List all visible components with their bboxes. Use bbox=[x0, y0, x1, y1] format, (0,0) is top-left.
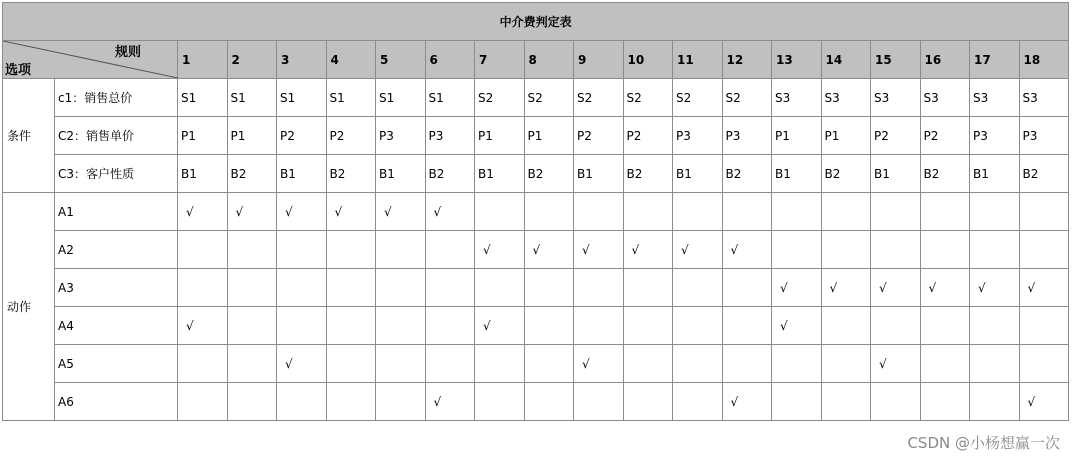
empty-cell bbox=[673, 345, 723, 383]
empty-cell bbox=[277, 231, 327, 269]
action-name: A3 bbox=[55, 269, 178, 307]
condition-name: c1：销售总价 bbox=[55, 79, 178, 117]
condition-value: S3 bbox=[1019, 79, 1069, 117]
empty-cell bbox=[673, 307, 723, 345]
empty-cell bbox=[920, 307, 970, 345]
condition-value: B2 bbox=[524, 155, 574, 193]
empty-cell bbox=[673, 269, 723, 307]
condition-value: P3 bbox=[1019, 117, 1069, 155]
empty-cell bbox=[871, 307, 921, 345]
condition-value: S2 bbox=[722, 79, 772, 117]
check-mark: √ bbox=[277, 193, 327, 231]
rule-column-header: 10 bbox=[623, 41, 673, 79]
empty-cell bbox=[574, 269, 624, 307]
condition-row bbox=[3, 155, 1069, 193]
empty-cell bbox=[1019, 307, 1069, 345]
condition-value: B2 bbox=[425, 155, 475, 193]
rule-column-header: 4 bbox=[326, 41, 376, 79]
check-mark: √ bbox=[277, 345, 327, 383]
condition-value: B1 bbox=[574, 155, 624, 193]
empty-cell bbox=[1019, 345, 1069, 383]
check-mark: √ bbox=[425, 193, 475, 231]
rule-column-header: 18 bbox=[1019, 41, 1069, 79]
action-name: A2 bbox=[55, 231, 178, 269]
empty-cell bbox=[673, 193, 723, 231]
check-mark: √ bbox=[425, 383, 475, 421]
empty-cell bbox=[920, 193, 970, 231]
action-row bbox=[3, 345, 1069, 383]
empty-cell bbox=[326, 345, 376, 383]
check-mark: √ bbox=[722, 383, 772, 421]
rule-column-header: 11 bbox=[673, 41, 723, 79]
condition-row bbox=[3, 117, 1069, 155]
check-mark: √ bbox=[574, 345, 624, 383]
empty-cell bbox=[425, 231, 475, 269]
rule-column-header: 12 bbox=[722, 41, 772, 79]
empty-cell bbox=[376, 269, 426, 307]
empty-cell bbox=[970, 383, 1020, 421]
conditions-group-label: 条件 bbox=[3, 79, 55, 193]
rule-column-header: 2 bbox=[227, 41, 277, 79]
condition-value: S1 bbox=[277, 79, 327, 117]
decision-table bbox=[2, 2, 1069, 421]
condition-value: S2 bbox=[475, 79, 525, 117]
action-name: A4 bbox=[55, 307, 178, 345]
rule-column-header: 8 bbox=[524, 41, 574, 79]
check-mark: √ bbox=[772, 307, 822, 345]
empty-cell bbox=[970, 345, 1020, 383]
condition-value: P3 bbox=[722, 117, 772, 155]
check-mark: √ bbox=[871, 269, 921, 307]
empty-cell bbox=[178, 345, 228, 383]
empty-cell bbox=[821, 383, 871, 421]
condition-value: B1 bbox=[970, 155, 1020, 193]
condition-value: B1 bbox=[772, 155, 822, 193]
action-name: A6 bbox=[55, 383, 178, 421]
check-mark: √ bbox=[574, 231, 624, 269]
condition-value: B1 bbox=[475, 155, 525, 193]
action-row bbox=[3, 307, 1069, 345]
empty-cell bbox=[821, 231, 871, 269]
condition-value: P1 bbox=[227, 117, 277, 155]
rule-column-header: 1 bbox=[178, 41, 228, 79]
condition-value: P1 bbox=[475, 117, 525, 155]
empty-cell bbox=[376, 345, 426, 383]
check-mark: √ bbox=[178, 307, 228, 345]
empty-cell bbox=[524, 269, 574, 307]
empty-cell bbox=[326, 269, 376, 307]
rule-column-header: 17 bbox=[970, 41, 1020, 79]
condition-value: P2 bbox=[277, 117, 327, 155]
condition-value: P3 bbox=[970, 117, 1020, 155]
rule-column-header: 13 bbox=[772, 41, 822, 79]
empty-cell bbox=[524, 307, 574, 345]
table-title: 中介费判定表 bbox=[3, 3, 1069, 41]
condition-value: S1 bbox=[425, 79, 475, 117]
condition-value: B1 bbox=[178, 155, 228, 193]
actions-group-label: 动作 bbox=[3, 193, 55, 421]
rule-column-header: 16 bbox=[920, 41, 970, 79]
empty-cell bbox=[920, 231, 970, 269]
empty-cell bbox=[574, 307, 624, 345]
condition-value: B2 bbox=[623, 155, 673, 193]
condition-value: S3 bbox=[970, 79, 1020, 117]
condition-value: P2 bbox=[623, 117, 673, 155]
empty-cell bbox=[227, 269, 277, 307]
empty-cell bbox=[871, 383, 921, 421]
condition-value: S2 bbox=[524, 79, 574, 117]
empty-cell bbox=[524, 383, 574, 421]
condition-value: S1 bbox=[227, 79, 277, 117]
condition-value: P1 bbox=[178, 117, 228, 155]
empty-cell bbox=[673, 383, 723, 421]
action-row bbox=[3, 193, 1069, 231]
empty-cell bbox=[722, 307, 772, 345]
action-name: A5 bbox=[55, 345, 178, 383]
check-mark: √ bbox=[1019, 269, 1069, 307]
empty-cell bbox=[425, 269, 475, 307]
check-mark: √ bbox=[673, 231, 723, 269]
condition-value: S3 bbox=[772, 79, 822, 117]
condition-value: S2 bbox=[673, 79, 723, 117]
condition-value: B2 bbox=[920, 155, 970, 193]
rule-column-header: 15 bbox=[871, 41, 921, 79]
condition-value: B1 bbox=[871, 155, 921, 193]
empty-cell bbox=[821, 307, 871, 345]
empty-cell bbox=[178, 383, 228, 421]
check-mark: √ bbox=[326, 193, 376, 231]
empty-cell bbox=[178, 231, 228, 269]
empty-cell bbox=[722, 269, 772, 307]
condition-value: P2 bbox=[574, 117, 624, 155]
empty-cell bbox=[623, 345, 673, 383]
condition-value: B2 bbox=[1019, 155, 1069, 193]
condition-name: C3：客户性质 bbox=[55, 155, 178, 193]
check-mark: √ bbox=[1019, 383, 1069, 421]
condition-value: B2 bbox=[722, 155, 772, 193]
watermark: CSDN @小杨想赢一次 bbox=[907, 434, 1060, 452]
empty-cell bbox=[376, 307, 426, 345]
empty-cell bbox=[623, 383, 673, 421]
empty-cell bbox=[326, 307, 376, 345]
empty-cell bbox=[920, 345, 970, 383]
empty-cell bbox=[920, 383, 970, 421]
condition-value: S3 bbox=[871, 79, 921, 117]
empty-cell bbox=[425, 307, 475, 345]
option-label: 选项 bbox=[5, 63, 32, 78]
condition-value: P1 bbox=[524, 117, 574, 155]
rule-column-header: 14 bbox=[821, 41, 871, 79]
empty-cell bbox=[722, 345, 772, 383]
empty-cell bbox=[376, 231, 426, 269]
empty-cell bbox=[277, 383, 327, 421]
rule-column-header: 6 bbox=[425, 41, 475, 79]
condition-value: P1 bbox=[772, 117, 822, 155]
check-mark: √ bbox=[722, 231, 772, 269]
empty-cell bbox=[970, 193, 1020, 231]
empty-cell bbox=[227, 231, 277, 269]
empty-cell bbox=[772, 345, 822, 383]
rule-column-header: 5 bbox=[376, 41, 426, 79]
empty-cell bbox=[475, 269, 525, 307]
check-mark: √ bbox=[376, 193, 426, 231]
empty-cell bbox=[821, 193, 871, 231]
empty-cell bbox=[772, 193, 822, 231]
condition-value: S1 bbox=[178, 79, 228, 117]
condition-value: P3 bbox=[425, 117, 475, 155]
condition-name: C2：销售单价 bbox=[55, 117, 178, 155]
condition-value: S1 bbox=[326, 79, 376, 117]
empty-cell bbox=[623, 307, 673, 345]
empty-cell bbox=[277, 269, 327, 307]
action-row bbox=[3, 269, 1069, 307]
diagonal-header-cell bbox=[3, 41, 178, 79]
condition-value: P2 bbox=[920, 117, 970, 155]
condition-value: B1 bbox=[376, 155, 426, 193]
condition-value: S2 bbox=[623, 79, 673, 117]
empty-cell bbox=[326, 383, 376, 421]
empty-cell bbox=[722, 193, 772, 231]
empty-cell bbox=[1019, 231, 1069, 269]
empty-cell bbox=[475, 383, 525, 421]
action-row bbox=[3, 383, 1069, 421]
empty-cell bbox=[623, 269, 673, 307]
empty-cell bbox=[574, 193, 624, 231]
empty-cell bbox=[326, 231, 376, 269]
condition-value: P3 bbox=[376, 117, 426, 155]
condition-value: P2 bbox=[871, 117, 921, 155]
condition-value: S1 bbox=[376, 79, 426, 117]
condition-value: B1 bbox=[277, 155, 327, 193]
check-mark: √ bbox=[871, 345, 921, 383]
empty-cell bbox=[871, 231, 921, 269]
condition-value: S2 bbox=[574, 79, 624, 117]
empty-cell bbox=[524, 193, 574, 231]
check-mark: √ bbox=[772, 269, 822, 307]
empty-cell bbox=[524, 345, 574, 383]
action-row bbox=[3, 231, 1069, 269]
check-mark: √ bbox=[475, 231, 525, 269]
empty-cell bbox=[227, 383, 277, 421]
empty-cell bbox=[871, 193, 921, 231]
condition-value: B1 bbox=[673, 155, 723, 193]
empty-cell bbox=[277, 307, 327, 345]
condition-value: P2 bbox=[326, 117, 376, 155]
check-mark: √ bbox=[178, 193, 228, 231]
empty-cell bbox=[475, 193, 525, 231]
condition-value: B2 bbox=[821, 155, 871, 193]
empty-cell bbox=[475, 345, 525, 383]
check-mark: √ bbox=[920, 269, 970, 307]
condition-value: S3 bbox=[821, 79, 871, 117]
empty-cell bbox=[1019, 193, 1069, 231]
check-mark: √ bbox=[227, 193, 277, 231]
condition-value: P3 bbox=[673, 117, 723, 155]
empty-cell bbox=[772, 383, 822, 421]
check-mark: √ bbox=[623, 231, 673, 269]
check-mark: √ bbox=[475, 307, 525, 345]
condition-value: S3 bbox=[920, 79, 970, 117]
empty-cell bbox=[227, 345, 277, 383]
empty-cell bbox=[772, 231, 822, 269]
empty-cell bbox=[178, 269, 228, 307]
empty-cell bbox=[227, 307, 277, 345]
check-mark: √ bbox=[970, 269, 1020, 307]
empty-cell bbox=[574, 383, 624, 421]
rule-label: 规则 bbox=[114, 45, 141, 60]
action-name: A1 bbox=[55, 193, 178, 231]
rule-column-header: 7 bbox=[475, 41, 525, 79]
rule-column-header: 3 bbox=[277, 41, 327, 79]
condition-value: B2 bbox=[326, 155, 376, 193]
condition-value: B2 bbox=[227, 155, 277, 193]
empty-cell bbox=[376, 383, 426, 421]
condition-value: P1 bbox=[821, 117, 871, 155]
rule-column-header: 9 bbox=[574, 41, 624, 79]
check-mark: √ bbox=[524, 231, 574, 269]
condition-row bbox=[3, 79, 1069, 117]
empty-cell bbox=[970, 231, 1020, 269]
empty-cell bbox=[970, 307, 1020, 345]
empty-cell bbox=[821, 345, 871, 383]
empty-cell bbox=[425, 345, 475, 383]
check-mark: √ bbox=[821, 269, 871, 307]
empty-cell bbox=[623, 193, 673, 231]
